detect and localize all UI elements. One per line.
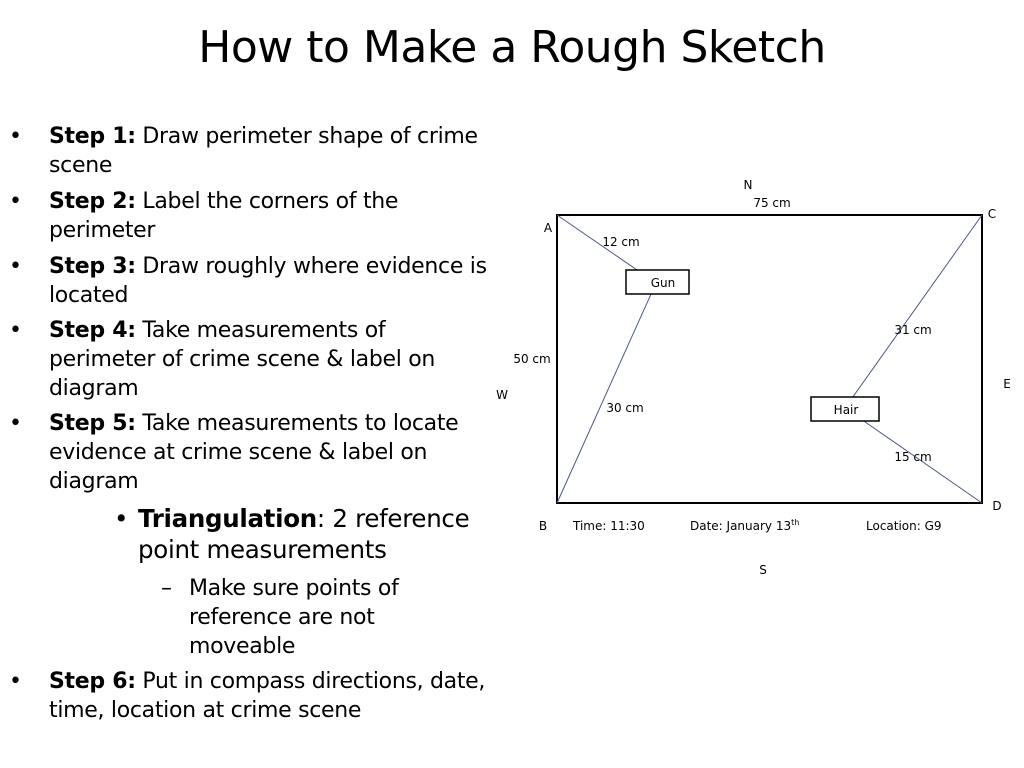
measure-b-to-gun: 30 cm bbox=[606, 401, 644, 415]
bullet-icon: • bbox=[9, 318, 22, 343]
measure-d-to-hair: 15 cm bbox=[894, 450, 932, 464]
step-label: Step 2: bbox=[49, 189, 136, 214]
bullet-icon: • bbox=[9, 254, 22, 279]
step-text: Take measurements of perimeter of crime scene & label on diagram bbox=[49, 318, 436, 401]
compass-north: N bbox=[743, 178, 753, 192]
step-text: Draw perimeter shape of crime scene bbox=[49, 124, 478, 178]
compass-south: S bbox=[759, 563, 767, 577]
corner-c: C bbox=[987, 207, 997, 221]
subnote-text: Make sure points of reference are not moveable bbox=[189, 576, 399, 659]
info-date-sup: th bbox=[791, 518, 800, 527]
bullet-icon: • bbox=[9, 124, 22, 149]
page-title: How to Make a Rough Sketch bbox=[198, 22, 826, 73]
bullet-icon: • bbox=[9, 411, 22, 436]
measure-top: 75 cm bbox=[753, 196, 791, 210]
info-date bbox=[690, 518, 799, 533]
bullet-icon: • bbox=[9, 189, 22, 214]
corner-b: B bbox=[538, 519, 548, 533]
line-b-to-gun bbox=[557, 283, 656, 503]
step-text: Draw roughly where evidence is located bbox=[49, 254, 487, 308]
bullet-icon: • bbox=[9, 669, 22, 694]
info-time: Time: 11:30 bbox=[573, 519, 645, 533]
corner-a: A bbox=[543, 221, 553, 235]
gun-label: Gun bbox=[650, 276, 676, 290]
compass-east: E bbox=[1003, 377, 1011, 391]
step-label: Step 4: bbox=[49, 318, 136, 343]
step-label: Step 6: bbox=[49, 669, 136, 694]
corner-d: D bbox=[992, 499, 1002, 513]
step-text: Take measurements to locate evidence at crime scene & label on diagram bbox=[49, 411, 459, 494]
compass-west: W bbox=[496, 388, 508, 402]
step-text: Label the corners of the perimeter bbox=[49, 189, 399, 243]
step-label: Step 5: bbox=[49, 411, 136, 436]
info-location: Location: G9 bbox=[866, 519, 942, 533]
measure-a-to-gun: 12 cm bbox=[602, 235, 640, 249]
info-date-text: Date: January 13 bbox=[690, 519, 792, 533]
dash-icon: – bbox=[161, 576, 172, 601]
measure-left: 50 cm bbox=[513, 352, 551, 366]
step-text: Put in compass directions, date, time, location at crime scene bbox=[49, 669, 486, 723]
hair-label: Hair bbox=[833, 403, 859, 417]
triangulation-term: Triangulation bbox=[138, 504, 317, 533]
triangulation-text: : 2 reference point measurements bbox=[138, 504, 470, 564]
step-label: Step 1: bbox=[49, 124, 136, 149]
measure-c-to-hair: 31 cm bbox=[894, 323, 932, 337]
bullet-icon: • bbox=[114, 504, 129, 533]
line-c-to-hair bbox=[845, 215, 982, 408]
step-label: Step 3: bbox=[49, 254, 136, 279]
